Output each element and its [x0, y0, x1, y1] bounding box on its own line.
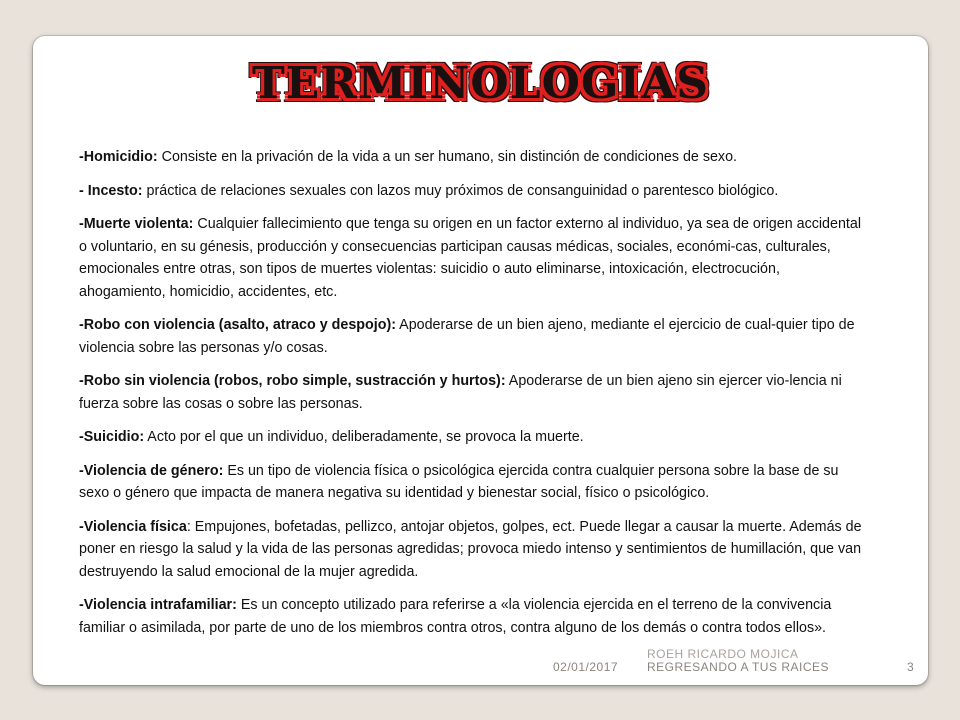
definition-term: -Violencia de género:	[79, 462, 224, 479]
definition-item	[79, 370, 869, 415]
definition-term: - Incesto:	[79, 182, 143, 199]
definition-text: Consiste en la privación de la vida a un ser humano, sin distinción de condiciones de sexo.	[157, 149, 738, 165]
definition-term: -Muerte violenta:	[79, 216, 194, 232]
definition-item	[79, 213, 869, 303]
slide-title: TERMINOLOGIAS	[251, 58, 710, 109]
definition-term: -Robo sin violencia (robos, robo simple, sustracción y hurtos):	[79, 373, 506, 389]
definition-text: práctica de relaciones sexuales con lazos muy próximos de consanguinidad o parentesco biológico.	[142, 182, 779, 199]
definition-term: -Violencia física	[79, 518, 187, 535]
definition-term: -Robo con violencia (asalto, atraco y despojo):	[79, 317, 396, 333]
definition-item	[79, 314, 869, 359]
definition-text: : Empujones, bofetadas, pellizco, antojar objetos, golpes, ect. Puede llegar a causar la muerte. Además de poner en riesgo la salud y la vida de las personas agredidas; provoca miedo intenso y sentimientos de humillación, que van destruyendo la salud emocional de la mujer agredida.	[79, 518, 862, 580]
definition-item	[79, 594, 869, 639]
definition-item	[79, 460, 869, 505]
footer-author: ROEH RICARDO MOJICA	[647, 647, 799, 661]
definition-text: Apoderarse de un bien ajeno sin ejercer vio-lencia ni fuerza sobre las cosas o sobre las personas.	[79, 373, 842, 412]
slide	[33, 36, 928, 685]
definition-text: Cualquier fallecimiento que tenga su origen en un factor externo al individuo, ya sea de origen accidental o voluntario, en su génesis, producción y consecuencias participan causas médicas, sociales, económi-cas, culturales, emocionales entre otras, son tipos de muertes violentas: suicidio o auto eliminarse, intoxicación, electrocución, ahogamiento, homicidio, accidentes, etc.	[79, 216, 862, 300]
definition-term: -Suicidio:	[79, 429, 145, 445]
definitions-list	[79, 146, 869, 650]
definition-text: Apoderarse de un bien ajeno, mediante el ejercicio de cual-quier tipo de violencia sobre las personas y/o cosas.	[79, 317, 855, 356]
footer-title: REGRESANDO A TUS RAICES	[647, 660, 829, 674]
definition-text: Es un tipo de violencia física o psicológica ejercida contra cualquier persona sobre la base de su sexo o género que impacta de manera negativa su identidad y bienestar social, físico o psicológico.	[79, 462, 839, 501]
definition-term: -Homicidio:	[79, 149, 158, 165]
footer-page-number: 3	[907, 660, 915, 674]
definition-text: Es un concepto utilizado para referirse a «la violencia ejercida en el terreno de la convivencia familiar o asimilada, por parte de uno de los miembros contra otros, contra alguno de los demás o contra todos ellos».	[79, 597, 832, 636]
definition-item	[79, 426, 869, 449]
definition-item	[79, 180, 869, 203]
footer-center	[647, 647, 829, 674]
definition-item	[79, 146, 869, 169]
footer-date: 02/01/2017	[553, 660, 619, 674]
definition-item	[79, 516, 869, 584]
definition-term: -Violencia intrafamiliar:	[79, 597, 237, 613]
definition-text: Acto por el que un individuo, deliberadamente, se provoca la muerte.	[144, 429, 584, 445]
